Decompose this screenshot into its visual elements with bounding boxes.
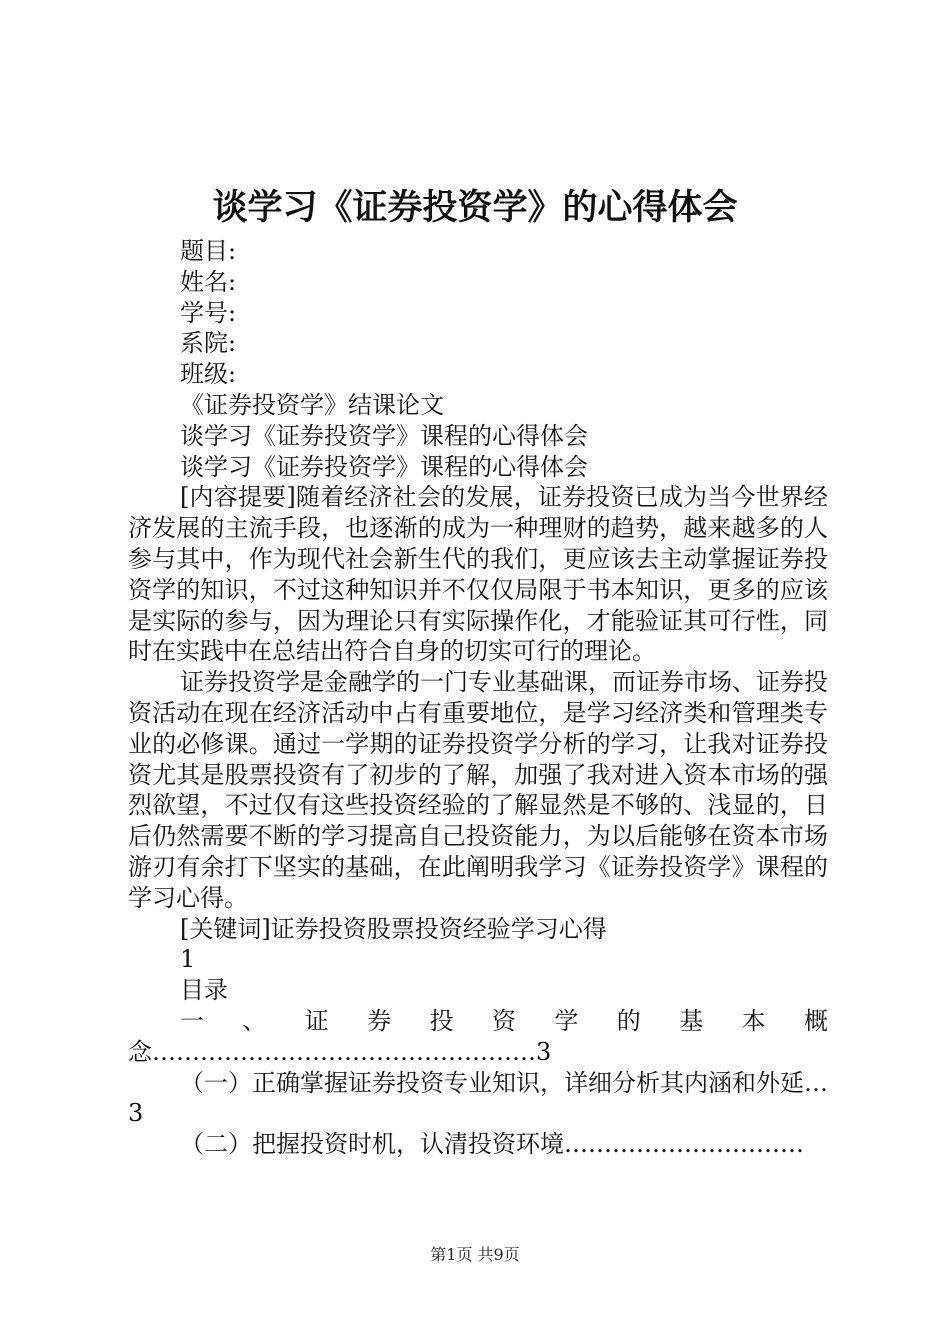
- page-footer: 第1页 共9页: [430, 1245, 520, 1264]
- field-department: 系院:: [180, 329, 237, 358]
- toc-item: （二）把握投资时机，认清投资环境…………………………: [180, 1130, 804, 1159]
- abstract-paragraph: [内容提要]随着经济社会的发展，证券投资已成为当今世界经济发展的主流手段，也逐渐的成为一种理财的趋势，越来越多的人参与其中，作为现代社会新生代的我们，更应该去主动掌握证券投资学的知识，不过这种知识并不仅仅局限于书本知识，更多的应该是实际的参与，因为理论只有实际操作化，才能验证其可行性，同时在实践中在总结出符合自身的切实可行的理论。: [128, 483, 828, 666]
- field-student-id: 学号:: [180, 298, 237, 327]
- field-name: 姓名:: [180, 267, 237, 296]
- body-paragraph-1: 证券投资学是金融学的一门专业基础课，而证券市场、证券投资活动在现在经济活动中占有重要地位，是学习经济类和管理类专业的必修课。通过一学期的证券投资学分析的学习，让我对证券投资尤其是股票投资有了初步的了解，加强了我对进入资本市场的强烈欲望，不过仅有这些投资经验的了解显然是不够的、浅显的，日后仍然需要不断的学习提高自己投资能力，为以后能够在资本市场游刃有余打下坚实的基础，在此阐明我学习《证券投资学》课程的学习心得。: [128, 668, 828, 912]
- subtitle-line-2: 谈学习《证券投资学》课程的心得体会: [180, 452, 588, 481]
- subtitle-line-1: 谈学习《证券投资学》课程的心得体会: [180, 421, 588, 450]
- toc-item: （一）正确掌握证券投资专业知识，详细分析其内涵和外延…3: [128, 1068, 828, 1128]
- toc-heading: 目录: [180, 976, 228, 1005]
- document-title: 谈学习《证券投资学》的心得体会: [212, 187, 738, 228]
- toc-item: 一、证券投资学的基本概念…………………………………………3: [128, 1006, 828, 1066]
- document-body: [128, 236, 828, 1160]
- page-marker: 1: [180, 945, 196, 974]
- keywords-line: [关键词]证券投资股票投资经验学习心得: [180, 914, 607, 943]
- field-class: 班级:: [180, 360, 237, 389]
- course-paper-line: 《证券投资学》结课论文: [180, 390, 444, 419]
- field-topic: 题目:: [180, 237, 237, 265]
